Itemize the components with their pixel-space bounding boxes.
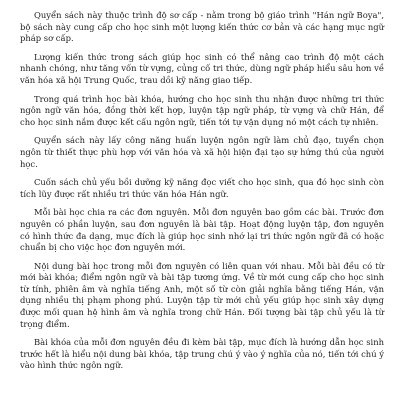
paragraph-5: Cuốn sách chủ yếu bồi dưỡng kỹ năng đọc viết cho học sinh, qua đó học sinh còn tích lũy được rất nhiều tri thức văn hóa Hán ngữ. <box>20 177 384 199</box>
paragraph-4: Quyển sách này lấy công năng huấn luyện ngôn ngữ làm chủ đạo, tuyển chọn ngôn từ thiết thực phù hợp với văn hóa và xã hội hiện đại tạo sự hứng thú của người học. <box>20 135 384 169</box>
paragraph-3: Trong quá trình học bài khóa, hướng cho học sinh thu nhận được những tri thức ngôn ngữ văn hóa, đồng thời kết hợp, luyện tập ngữ pháp, từ vựng và chữ Hán, để cho học sinh nắm được kết cấu ngôn ngữ, tiến tới tự vận dụng nó một cách tự nhiên. <box>20 93 384 127</box>
paragraph-6: Mỗi bài học chia ra các đơn nguyên. Mỗi đơn nguyên bao gồm các bài. Trước đơn nguyên có phần luyện, sau đơn nguyên là bài tập. Hoạt động luyện tập, đơn nguyên có hình thức đa dạng, mục đích là giúp học sinh nhớ lại tri thức ngôn ngữ đã có hoặc chuẩn bị cho việc học đơn nguyên mới. <box>20 207 384 253</box>
paragraph-8: Bài khóa của mỗi đơn nguyên đều đi kèm bài tập, mục đích là hướng dẫn học sinh trước hết là hiểu nội dung bài khóa, tập trung chú ý vào ý nghĩa của nó, tiến tới chú ý vào hình thức ngôn ngữ. <box>20 337 384 371</box>
page-text-body <box>20 10 384 379</box>
paragraph-2: Lượng kiến thức trong sách giúp học sinh có thể nâng cao trình độ một cách nhanh chóng, như tăng vốn từ vựng, củng cố tri thức, dùng ngữ pháp hiểu sâu hơn về văn hóa xã hội Trung Quốc, trau dồi kỹ năng giao tiếp. <box>20 51 384 85</box>
paragraph-1: Quyển sách này thuộc trình độ sơ cấp - nằm trong bộ giáo trình "Hán ngữ Boya", bộ sách này cung cấp cho học sinh một lượng kiến thức cơ bản và các hạng mục ngữ pháp sơ cấp. <box>20 10 384 44</box>
paragraph-7: Nội dung bài học trong mỗi đơn nguyên có liên quan với nhau. Mỗi bài đều có từ mới bài khóa; điểm ngôn ngữ và bài tập tương ứng. Về từ mới cung cấp cho học sinh từ tính, phiên âm và nghĩa tiếng Anh, một số từ còn giải nghĩa bằng tiếng Hán, vận dụng nhiều thị phạm phong phú. Luyện tập từ mới chủ yếu giúp học sinh xây dựng được mối quan hệ hình âm và nghĩa trong chữ Hán. Đối tượng bài tập chủ yếu là từ trọng điểm. <box>20 260 384 329</box>
